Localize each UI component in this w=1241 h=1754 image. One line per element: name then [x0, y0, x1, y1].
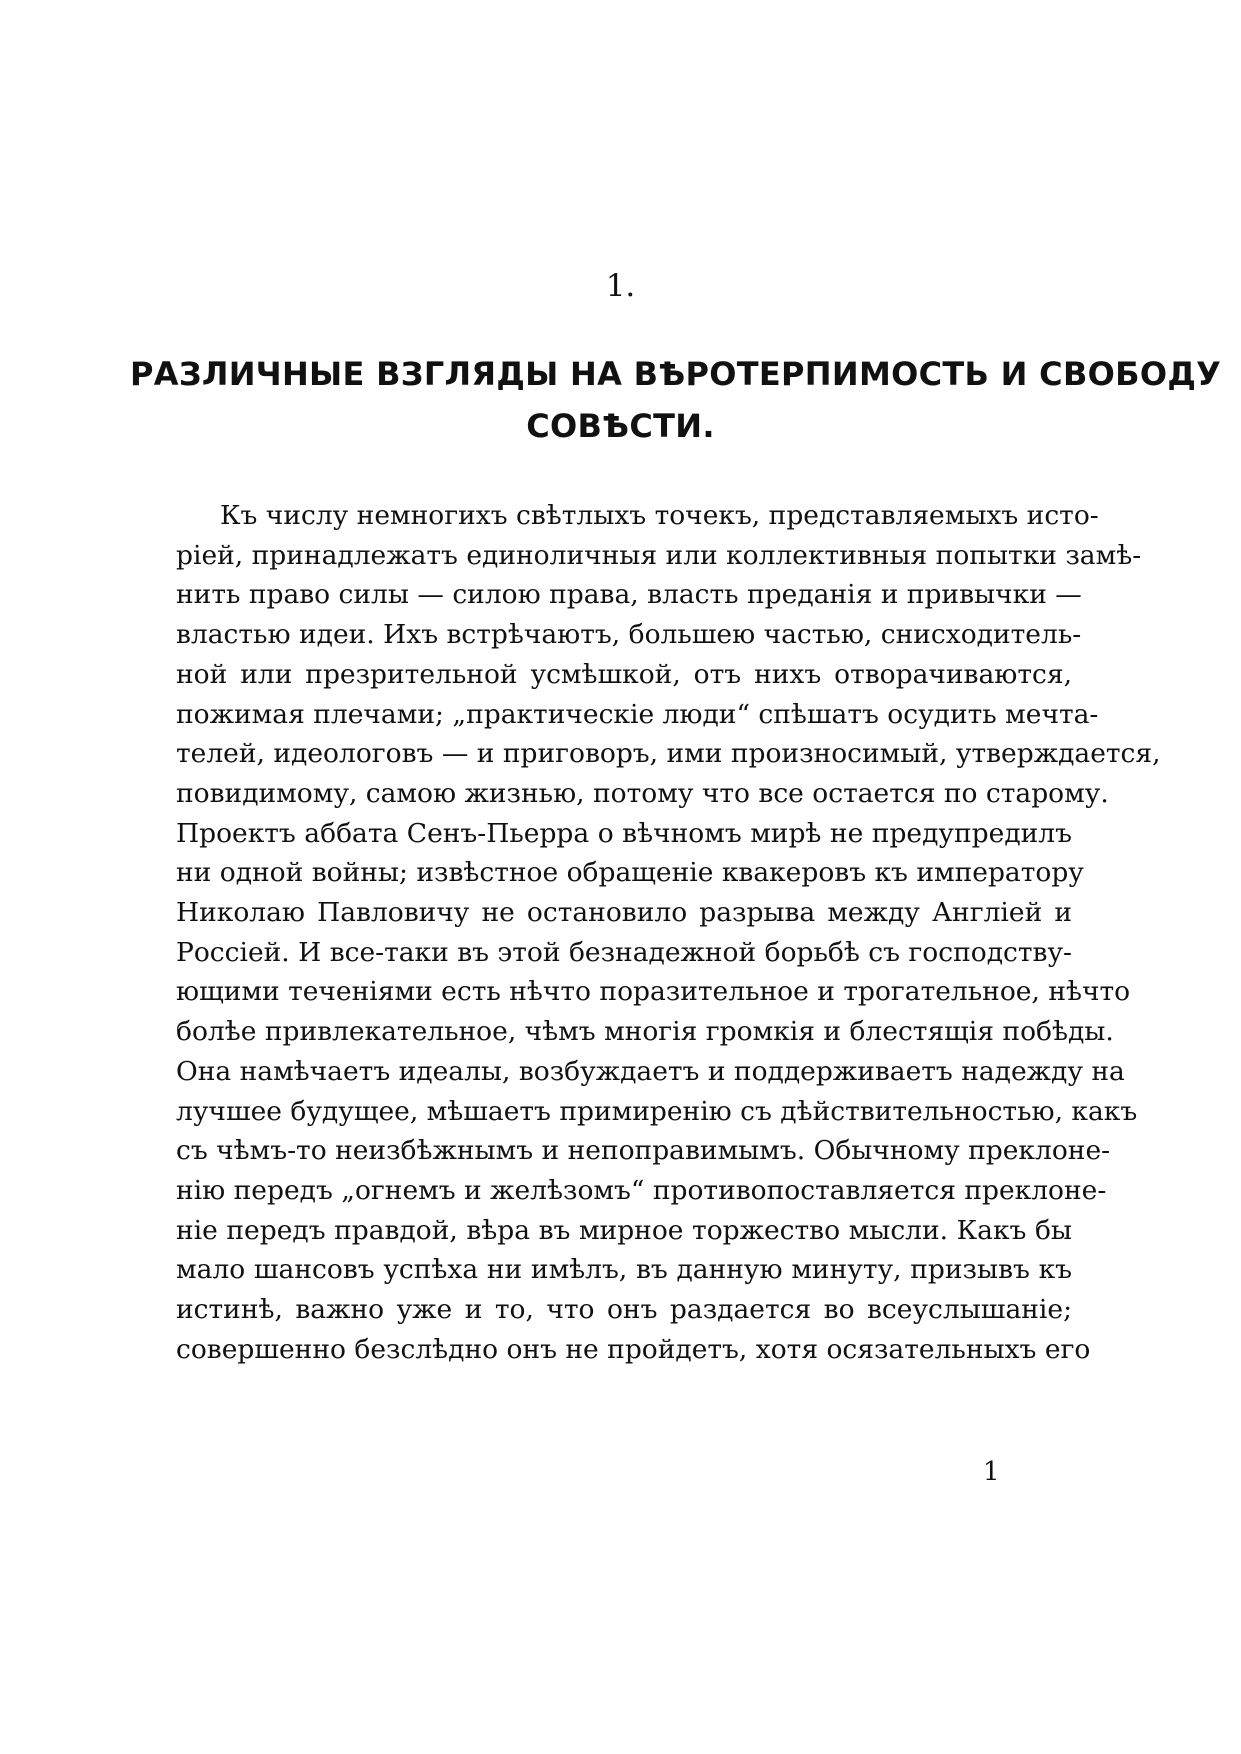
text-line: Она намѣчаетъ идеалы, возбуждаетъ и поддерживаетъ надежду на — [176, 1055, 1125, 1087]
text-line: пожимая плечами; „практическіе люди“ спѣшатъ осудить мечта- — [176, 698, 1099, 730]
text-line: телей, идеологовъ — и приговоръ, ими произносимый, утверждается, — [176, 738, 1161, 770]
text-line: нію передъ „огнемъ и желѣзомъ“ противопоставляется преклоне- — [176, 1174, 1107, 1206]
text-line: мало шансовъ успѣха ни имѣлъ, въ данную минуту, призывъ къ — [176, 1254, 1072, 1286]
text-line: совершенно безслѣдно онъ не пройдетъ, хотя осязательныхъ его — [176, 1333, 1091, 1365]
text-line: властью идеи. Ихъ встрѣчаютъ, большею частью, снисходитель- — [176, 619, 1082, 651]
chapter-title-line: СОВѢСТИ. — [526, 407, 715, 445]
text-line: ни одной войны; извѣстное обращеніе квакеровъ къ императору — [176, 857, 1084, 889]
chapter-title-line: РАЗЛИЧНЫЕ ВЗГЛЯДЫ НА ВѢРОТЕРПИМОСТЬ И СВОБОДУ — [130, 355, 1222, 393]
text-line: лучшее будущее, мѣшаетъ примиренію съ дѣйствительностью, какъ — [176, 1095, 1138, 1127]
chapter-number: 1. — [605, 268, 636, 304]
text-line: Къ числу немногихъ свѣтлыхъ точекъ, представляемыхъ исто- — [220, 500, 1099, 531]
text-line: Проектъ аббата Сенъ-Пьерра о вѣчномъ мирѣ не предупредилъ — [176, 817, 1072, 849]
text-line: повидимому, самою жизнью, потому что все остается по старому. — [176, 777, 1109, 809]
text-line: Россіей. И все-таки въ этой безнадежной борьбѣ съ господству- — [176, 936, 1072, 968]
text-line: истинѣ, важно уже и то, что онъ раздается во всеуслышаніе; — [176, 1294, 1072, 1326]
body-paragraph — [176, 496, 1161, 1369]
chapter-title — [130, 348, 1222, 452]
text-line: ніе передъ правдой, вѣра въ мирное торжество мысли. Какъ бы — [176, 1214, 1072, 1246]
text-line: ющими теченіями есть нѣчто поразительное и трогательное, нѣчто — [176, 976, 1131, 1008]
page-number: 1 — [983, 1457, 1000, 1487]
text-line: съ чѣмъ-то неизбѣжнымъ и непоправимымъ. Обычному преклоне- — [176, 1135, 1111, 1167]
text-line: болѣе привлекательное, чѣмъ многія громкія и блестящія побѣды. — [176, 1016, 1114, 1048]
text-line: ной или презрительной усмѣшкой, отъ нихъ отворачиваются, — [176, 658, 1072, 690]
text-line: нить право силы — силою права, власть преданія и привычки — — [176, 579, 1082, 611]
text-line: ріей, принадлежатъ единоличныя или коллективныя попытки замѣ- — [176, 539, 1142, 571]
text-line: Николаю Павловичу не остановило разрыва между Англіей и — [176, 897, 1072, 929]
